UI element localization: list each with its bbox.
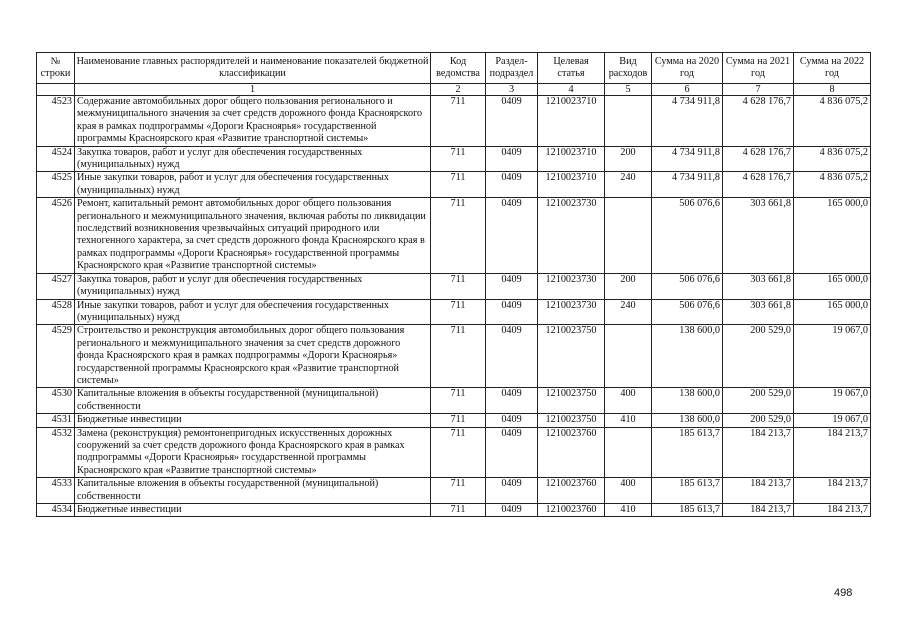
table-row bbox=[37, 299, 871, 325]
row-number-cell: 4524 bbox=[37, 146, 75, 172]
expense-type-cell bbox=[605, 96, 652, 147]
table-row bbox=[37, 427, 871, 478]
target-article-cell: 1210023750 bbox=[538, 388, 605, 414]
sum-2020-cell: 4 734 911,8 bbox=[652, 96, 723, 147]
section-cell: 0409 bbox=[486, 172, 538, 198]
table-row bbox=[37, 504, 871, 517]
expense-type-cell: 400 bbox=[605, 388, 652, 414]
section-cell: 0409 bbox=[486, 478, 538, 504]
target-article-cell: 1210023760 bbox=[538, 504, 605, 517]
sum-2022-cell: 4 836 075,2 bbox=[794, 172, 871, 198]
sum-2021-cell: 200 529,0 bbox=[723, 414, 794, 427]
row-number-cell: 4533 bbox=[37, 478, 75, 504]
department-code-cell: 711 bbox=[431, 414, 486, 427]
target-article-cell: 1210023730 bbox=[538, 198, 605, 273]
sum-2021-cell: 200 529,0 bbox=[723, 388, 794, 414]
target-article-cell: 1210023750 bbox=[538, 414, 605, 427]
table-row bbox=[37, 172, 871, 198]
table-row bbox=[37, 146, 871, 172]
header-sum-2021: Сумма на 2021 год bbox=[723, 53, 794, 84]
row-number-cell: 4525 bbox=[37, 172, 75, 198]
section-cell: 0409 bbox=[486, 325, 538, 388]
expense-type-cell: 400 bbox=[605, 478, 652, 504]
name-cell: Капитальные вложения в объекты государственной (муниципальной) собственности bbox=[75, 478, 431, 504]
sum-2021-cell: 4 628 176,7 bbox=[723, 172, 794, 198]
sum-2022-cell: 184 213,7 bbox=[794, 478, 871, 504]
department-code-cell: 711 bbox=[431, 478, 486, 504]
expense-type-cell: 200 bbox=[605, 146, 652, 172]
sum-2022-cell: 4 836 075,2 bbox=[794, 146, 871, 172]
sum-2022-cell: 165 000,0 bbox=[794, 299, 871, 325]
sum-2022-cell: 184 213,7 bbox=[794, 504, 871, 517]
section-cell: 0409 bbox=[486, 504, 538, 517]
sum-2021-cell: 4 628 176,7 bbox=[723, 146, 794, 172]
sum-2020-cell: 4 734 911,8 bbox=[652, 146, 723, 172]
target-article-cell: 1210023760 bbox=[538, 478, 605, 504]
header-sum-2020: Сумма на 2020 год bbox=[652, 53, 723, 84]
sum-2022-cell: 184 213,7 bbox=[794, 427, 871, 478]
sum-2020-cell: 185 613,7 bbox=[652, 427, 723, 478]
table-row bbox=[37, 96, 871, 147]
sum-2022-cell: 19 067,0 bbox=[794, 414, 871, 427]
header-target-article: Целевая статья bbox=[538, 53, 605, 84]
name-cell: Ремонт, капитальный ремонт автомобильных дорог общего пользования регионального и межмуниципального значения, включая работы по ликвидации последствий возникновения чрезвычайных ситуаций природного или техногенного характера, за счет средств дорожного фонда Красноярского края в рамках подпрограммы «Дороги Красноярья» государственной программы Красноярского края «Развитие транспортной системы» bbox=[75, 198, 431, 273]
sum-2021-cell: 184 213,7 bbox=[723, 478, 794, 504]
row-number-cell: 4532 bbox=[37, 427, 75, 478]
section-cell: 0409 bbox=[486, 198, 538, 273]
header-row-number: № строки bbox=[37, 53, 75, 84]
header-name: Наименование главных распорядителей и наименование показателей бюджетной классификации bbox=[75, 53, 431, 84]
row-number-cell: 4528 bbox=[37, 299, 75, 325]
section-cell: 0409 bbox=[486, 414, 538, 427]
expense-type-cell bbox=[605, 325, 652, 388]
sum-2021-cell: 184 213,7 bbox=[723, 504, 794, 517]
page-number: 498 bbox=[834, 587, 853, 599]
expense-type-cell: 410 bbox=[605, 504, 652, 517]
column-number: 4 bbox=[538, 84, 605, 96]
table-row bbox=[37, 325, 871, 388]
target-article-cell: 1210023730 bbox=[538, 273, 605, 299]
sum-2020-cell: 506 076,6 bbox=[652, 198, 723, 273]
column-number: 6 bbox=[652, 84, 723, 96]
sum-2020-cell: 185 613,7 bbox=[652, 504, 723, 517]
sum-2020-cell: 506 076,6 bbox=[652, 299, 723, 325]
sum-2021-cell: 303 661,8 bbox=[723, 198, 794, 273]
name-cell: Иные закупки товаров, работ и услуг для обеспечения государственных (муниципальных) нужд bbox=[75, 299, 431, 325]
sum-2020-cell: 506 076,6 bbox=[652, 273, 723, 299]
section-cell: 0409 bbox=[486, 146, 538, 172]
header-expense-type: Вид расходов bbox=[605, 53, 652, 84]
expense-type-cell: 200 bbox=[605, 273, 652, 299]
sum-2020-cell: 138 600,0 bbox=[652, 388, 723, 414]
sum-2022-cell: 19 067,0 bbox=[794, 325, 871, 388]
row-number-cell: 4534 bbox=[37, 504, 75, 517]
table-row bbox=[37, 198, 871, 273]
row-number-cell: 4531 bbox=[37, 414, 75, 427]
sum-2021-cell: 184 213,7 bbox=[723, 427, 794, 478]
sum-2021-cell: 4 628 176,7 bbox=[723, 96, 794, 147]
expense-type-cell: 240 bbox=[605, 299, 652, 325]
department-code-cell: 711 bbox=[431, 96, 486, 147]
column-number: 2 bbox=[431, 84, 486, 96]
sum-2021-cell: 200 529,0 bbox=[723, 325, 794, 388]
section-cell: 0409 bbox=[486, 388, 538, 414]
row-number-cell: 4526 bbox=[37, 198, 75, 273]
column-number bbox=[37, 84, 75, 96]
department-code-cell: 711 bbox=[431, 504, 486, 517]
column-number: 7 bbox=[723, 84, 794, 96]
header-section: Раздел-подраздел bbox=[486, 53, 538, 84]
name-cell: Капитальные вложения в объекты государственной (муниципальной) собственности bbox=[75, 388, 431, 414]
name-cell: Замена (реконструкция) ремонтонепригодных искусственных дорожных сооружений за счет средств дорожного фонда Красноярского края в рамках подпрограммы «Дороги Красноярья» государственной программы Красноярского края «Развитие транспортной системы» bbox=[75, 427, 431, 478]
column-number: 1 bbox=[75, 84, 431, 96]
name-cell: Закупка товаров, работ и услуг для обеспечения государственных (муниципальных) нужд bbox=[75, 273, 431, 299]
column-number: 5 bbox=[605, 84, 652, 96]
department-code-cell: 711 bbox=[431, 198, 486, 273]
name-cell: Бюджетные инвестиции bbox=[75, 414, 431, 427]
sum-2021-cell: 303 661,8 bbox=[723, 273, 794, 299]
column-number-row bbox=[37, 84, 871, 96]
column-number: 3 bbox=[486, 84, 538, 96]
table-row bbox=[37, 273, 871, 299]
table-row bbox=[37, 478, 871, 504]
table-header bbox=[37, 53, 871, 96]
expense-type-cell: 240 bbox=[605, 172, 652, 198]
sum-2022-cell: 165 000,0 bbox=[794, 273, 871, 299]
section-cell: 0409 bbox=[486, 273, 538, 299]
name-cell: Содержание автомобильных дорог общего пользования регионального и межмуниципального значения за счет средств дорожного фонда Красноярского края в рамках подпрограммы «Дороги Красноярья» государственной программы Красноярского края «Развитие транспортной системы» bbox=[75, 96, 431, 147]
expense-type-cell bbox=[605, 198, 652, 273]
row-number-cell: 4530 bbox=[37, 388, 75, 414]
sum-2021-cell: 303 661,8 bbox=[723, 299, 794, 325]
department-code-cell: 711 bbox=[431, 172, 486, 198]
sum-2020-cell: 138 600,0 bbox=[652, 325, 723, 388]
target-article-cell: 1210023710 bbox=[538, 146, 605, 172]
section-cell: 0409 bbox=[486, 96, 538, 147]
sum-2020-cell: 138 600,0 bbox=[652, 414, 723, 427]
sum-2022-cell: 19 067,0 bbox=[794, 388, 871, 414]
target-article-cell: 1210023710 bbox=[538, 172, 605, 198]
name-cell: Закупка товаров, работ и услуг для обеспечения государственных (муниципальных) нужд bbox=[75, 146, 431, 172]
name-cell: Бюджетные инвестиции bbox=[75, 504, 431, 517]
header-department-code: Код ведомства bbox=[431, 53, 486, 84]
row-number-cell: 4529 bbox=[37, 325, 75, 388]
table-body bbox=[37, 96, 871, 517]
department-code-cell: 711 bbox=[431, 325, 486, 388]
sum-2020-cell: 4 734 911,8 bbox=[652, 172, 723, 198]
sum-2020-cell: 185 613,7 bbox=[652, 478, 723, 504]
section-cell: 0409 bbox=[486, 427, 538, 478]
header-row bbox=[37, 53, 871, 84]
department-code-cell: 711 bbox=[431, 299, 486, 325]
section-cell: 0409 bbox=[486, 299, 538, 325]
sum-2022-cell: 4 836 075,2 bbox=[794, 96, 871, 147]
target-article-cell: 1210023710 bbox=[538, 96, 605, 147]
expense-type-cell: 410 bbox=[605, 414, 652, 427]
sum-2022-cell: 165 000,0 bbox=[794, 198, 871, 273]
table-row bbox=[37, 388, 871, 414]
header-sum-2022: Сумма на 2022 год bbox=[794, 53, 871, 84]
column-number: 8 bbox=[794, 84, 871, 96]
table-row bbox=[37, 414, 871, 427]
name-cell: Строительство и реконструкция автомобильных дорог общего пользования регионального и межмуниципального значения за счет средств дорожного фонда Красноярского края в рамках подпрограммы «Дороги Красноярья» государственной программы Красноярского края «Развитие транспортной системы» bbox=[75, 325, 431, 388]
target-article-cell: 1210023750 bbox=[538, 325, 605, 388]
name-cell: Иные закупки товаров, работ и услуг для обеспечения государственных (муниципальных) нужд bbox=[75, 172, 431, 198]
target-article-cell: 1210023730 bbox=[538, 299, 605, 325]
row-number-cell: 4527 bbox=[37, 273, 75, 299]
row-number-cell: 4523 bbox=[37, 96, 75, 147]
budget-table bbox=[36, 52, 871, 517]
department-code-cell: 711 bbox=[431, 146, 486, 172]
target-article-cell: 1210023760 bbox=[538, 427, 605, 478]
department-code-cell: 711 bbox=[431, 427, 486, 478]
expense-type-cell bbox=[605, 427, 652, 478]
department-code-cell: 711 bbox=[431, 273, 486, 299]
department-code-cell: 711 bbox=[431, 388, 486, 414]
